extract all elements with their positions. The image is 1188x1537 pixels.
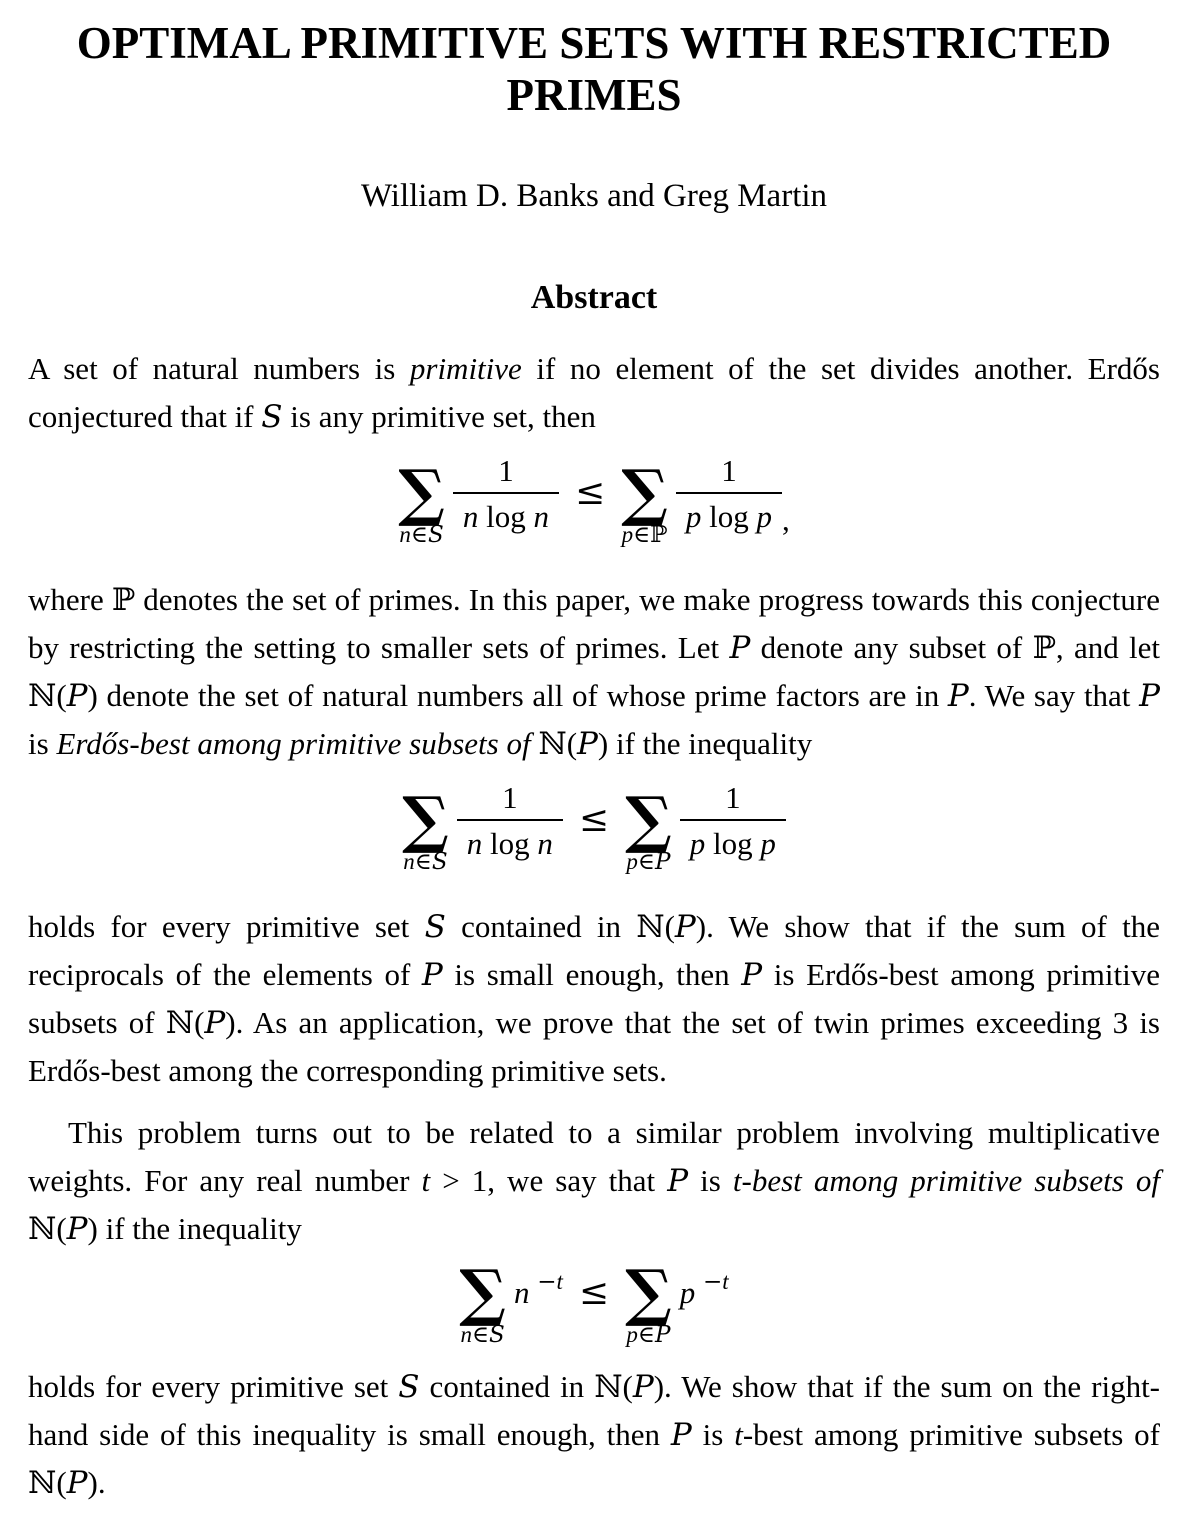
fraction-denominator: n log n (457, 819, 563, 859)
abstract-paragraph-4: This problem turns out to be related to a similar problem involving multiplicative weights. For any real number t > 1, we say that P is t-best among primitive subsets of ℕ(P) if the inequality (28, 1114, 1161, 1247)
sigma-symbol: ∑ (625, 1255, 672, 1329)
fraction-denominator: n log n (453, 492, 559, 532)
sigma-symbol: ∑ (625, 782, 672, 856)
sum-operator (402, 782, 449, 876)
sigma-symbol: ∑ (621, 455, 668, 529)
fraction-numerator: 1 (502, 779, 518, 815)
abstract-paragraph-1: A set of natural numbers is primitive if no element of the set divides another. Erdős conjectured that if S is any primitive set, then (28, 350, 1160, 435)
power-exponent: −t (703, 1269, 729, 1296)
paper-title: OPTIMAL PRIMITIVE SETS WITH RESTRICTED PRIMES (76, 18, 1112, 120)
abstract-heading: Abstract (530, 278, 658, 316)
equation-punctuation: , (782, 501, 790, 537)
fraction-denominator: p log p (680, 819, 786, 859)
leq-symbol: ≤ (578, 1271, 610, 1313)
display-equation-2 (28, 779, 1160, 893)
fraction-numerator: 1 (498, 452, 514, 488)
sigma-symbol: ∑ (459, 1255, 506, 1329)
power-term (679, 1269, 729, 1311)
leq-symbol: ≤ (578, 799, 610, 840)
fraction-denominator: p log p (676, 492, 782, 532)
fraction (453, 452, 559, 534)
sum-limit: n∈S (399, 522, 444, 549)
fraction-numerator: 1 (725, 779, 741, 815)
leq-symbol: ≤ (575, 472, 606, 513)
sum-operator (621, 455, 668, 549)
sum-limit: p∈P (626, 1322, 671, 1349)
display-equation-3 (28, 1255, 1160, 1354)
sum-limit: n∈S (403, 849, 448, 876)
display-equation-1 (28, 452, 1160, 566)
sum-limit: p∈ℙ (621, 522, 668, 549)
sum-operator (459, 1255, 506, 1349)
fraction (680, 779, 786, 861)
sum-operator (398, 455, 445, 549)
sum-operator (625, 1255, 672, 1349)
fraction (676, 452, 782, 534)
power-term (513, 1269, 563, 1311)
power-base: n (513, 1275, 530, 1311)
sum-limit: p∈P (626, 849, 671, 876)
power-exponent: −t (537, 1269, 563, 1296)
authors-line: William D. Banks and Greg Martin (360, 177, 828, 214)
abstract-paragraph-2: where ℙ denotes the set of primes. In this paper, we make progress towards this conjecture by restricting the setting to smaller sets of primes. Let P denote any subset of ℙ, and let ℕ(P) denote the set of natural numbers all of whose prime factors are in P. We say that P is Erdős-best among primitive subsets of ℕ(P) if the inequality (28, 581, 1161, 762)
sigma-symbol: ∑ (398, 455, 445, 529)
power-base: p (679, 1275, 696, 1311)
sum-operator (625, 782, 672, 876)
sigma-symbol: ∑ (402, 782, 449, 856)
fraction (457, 779, 563, 861)
sum-limit: n∈S (460, 1322, 505, 1349)
abstract-paragraph-3: holds for every primitive set S contained in ℕ(P). We show that if the sum of the reciprocals of the elements of P is small enough, then P is Erdős-best among primitive subsets of ℕ(P). As an application, we prove that the set of twin primes exceeding 3 is Erdős-best among the corresponding primitive sets. (28, 908, 1161, 1088)
abstract-paragraph-5: holds for every primitive set S contained in ℕ(P). We show that if the sum on the right-hand side of this inequality is small enough, then P is t-best among primitive subsets of ℕ(P). (28, 1369, 1161, 1502)
fraction-numerator: 1 (721, 452, 737, 488)
